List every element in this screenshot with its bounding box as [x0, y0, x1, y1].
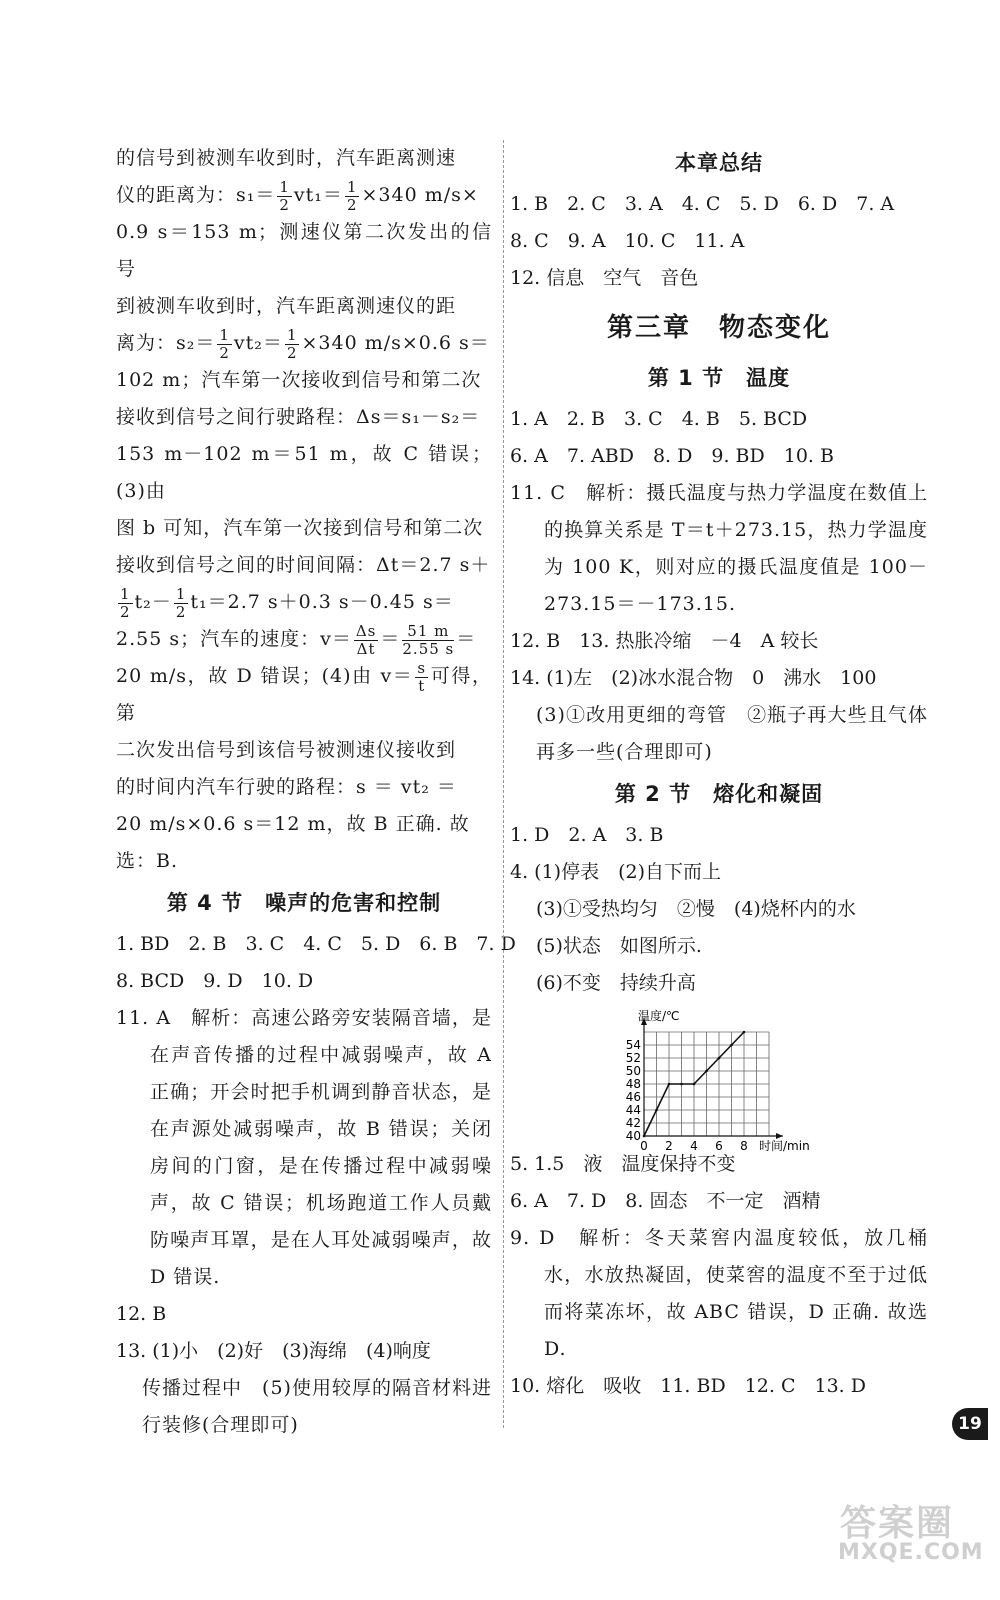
solution-paragraph: 的信号到被测车收到时，汽车距离测速 仪的距离为：s₁＝ $\frac{1}{2}$ vt₁＝ $\frac{1}{2}$ ×340 m/s× 0.9 s＝153 m；测速仪第二次发出的信号 到被测车收到时，汽车距离测速仪的距 离为：s₂＝ $\frac{1}{2}$ vt₂＝ $\frac{1}{2}$ ×340 m/s×0.6 s＝ 102 m；汽车第一次接收到信号和第二次 接收到信号之间行驶路程：Δs＝s₁－s₂＝ 153 m－102 m＝51 m，故 C 错误；(3)由 图 b 可知，汽车第一次接到信号和第二次 接收到信号之间的时间间隔：Δt＝2.7 s＋ $\frac{1}{2}$ t₂－ $\frac{1}{2}$ t₁＝2.7 s＋0.3 s－0.45 s＝ 2.55 s；汽车的速度：v＝ $\frac{\Delta s}{\Delta t}$ ＝ $\frac{51 m}{2.55 s}$ ＝ 20 m/s，故 D 错误；(4)由 v＝ $\frac{s}{t}$ 可得，第 二次发出信号到该信号被测速仪接收到 的时间内汽车行驶的路程：s ＝ vt₂ ＝ 20 m/s×0.6 s＝12 m，故 B 正确. 故 选：B.: [116, 147, 492, 872]
x-tick-label: 0: [640, 1139, 648, 1153]
answer-line: 13. (1)小 (2)好 (3)海绵 (4)响度: [116, 1340, 431, 1362]
y-tick-label: 40: [625, 1129, 641, 1143]
page-number: 19: [952, 1408, 988, 1440]
fraction: $\frac{1}{2}$: [175, 584, 187, 621]
temperature-time-chart: [610, 1006, 840, 1153]
y-tick-label: 48: [625, 1077, 641, 1091]
section-title: 第 4 节 噪声的危害和控制: [166, 891, 442, 915]
answer-line: 8. C 9. A 10. C 11. A: [510, 230, 745, 252]
data-point: [743, 1031, 746, 1034]
answer-line: 5. 1.5 液 温度保持不变: [510, 1153, 736, 1175]
answer-line: (6)不变 持续升高: [536, 972, 696, 994]
answer-line: 12. B 13. 热胀冷缩 －4 A 较长: [510, 630, 819, 652]
answer-explanation: 11. C 解析：摄氏温度与热力学温度在数值上的换算关系是 T＝t＋273.15，热力学温度为 100 K，则对应的摄氏温度值是 100－273.15＝－173.15.: [510, 482, 928, 615]
fraction: $\frac{51 m}{2.55 s}$: [402, 621, 455, 658]
answer-line: 12. 信息 空气 音色: [510, 267, 699, 289]
fraction: $\frac{1}{2}$: [279, 177, 290, 214]
data-point: [705, 1070, 708, 1073]
y-tick-label: 52: [625, 1051, 641, 1065]
answer-line: 8. BCD 9. D 10. D: [116, 970, 314, 992]
x-tick-label: 2: [665, 1139, 673, 1153]
y-tick-label: 54: [625, 1038, 641, 1052]
y-tick-label: 50: [625, 1064, 641, 1078]
fraction: $\frac{s}{t}$: [417, 658, 427, 695]
answer-line: 1. A 2. B 3. C 4. B 5. BCD: [510, 408, 808, 430]
answer-line: (3)①受热均匀 ②慢 (4)烧杯内的水: [536, 898, 856, 920]
answer-line: 传播过程中 (5)使用较厚的隔音材料进行装修(合理即可): [142, 1377, 492, 1436]
right-column: [510, 140, 936, 1405]
answer-line: 1. BD 2. B 3. C 4. C 5. D 6. B 7. D: [116, 933, 516, 955]
left-column: [116, 140, 516, 1444]
watermark-url: MXQE.COM: [838, 1540, 984, 1565]
data-point: [643, 1135, 646, 1138]
x-tick-label: 4: [690, 1139, 698, 1153]
chapter-title: 第三章 物态变化: [606, 313, 831, 343]
answer-line: (5)状态 如图所示.: [536, 935, 702, 957]
section-title: 第 1 节 温度: [647, 366, 791, 390]
data-point: [693, 1083, 696, 1086]
answer-explanation: 9. D 解析：冬天菜窖内温度较低，放几桶水，水放热凝固，使菜窖的温度不至于过低而将菜冻坏，故 ABC 错误，D 正确. 故选 D.: [510, 1227, 936, 1360]
answer-line: 12. B: [116, 1303, 167, 1325]
watermark-logo: 答案圈: [840, 1503, 955, 1544]
answer-line: 1. D 2. A 3. B: [510, 824, 664, 846]
y-tick-label: 46: [625, 1090, 641, 1104]
fraction: $\frac{1}{2}$: [120, 584, 131, 621]
y-tick-label: 42: [625, 1116, 641, 1130]
fraction: $\frac{\Delta s}{\Delta t}$: [355, 621, 377, 658]
data-point: [655, 1109, 658, 1112]
section-title: 第 2 节 熔化和凝固: [614, 782, 824, 806]
fraction: $\frac{1}{2}$: [286, 325, 298, 362]
x-axis-label: 时间/min: [759, 1139, 810, 1153]
data-point: [668, 1083, 671, 1086]
data-point: [718, 1057, 721, 1060]
answer-line: 6. A 7. ABD 8. D 9. BD 10. B: [510, 445, 834, 467]
answer-explanation: 11. A 解析：高速公路旁安装隔音墙，是在声音传播的过程中减弱噪声，故 A 正确；开会时把手机调到静音状态，是在声源处减弱噪声，故 B 错误；关闭房间的门窗，是在传播过程中减弱噪声，故 C 错误；机场跑道工作人员戴防噪声耳罩，是在人耳处减弱噪声，故 D 错误.: [116, 1007, 500, 1288]
data-point: [730, 1044, 733, 1047]
column-divider: [503, 140, 504, 1428]
section-title: 本章总结: [675, 151, 763, 175]
answer-line: 6. A 7. D 8. 固态 不一定 酒精: [510, 1190, 821, 1212]
x-tick-label: 8: [740, 1139, 748, 1153]
answer-line: (3)①改用更细的弯管 ②瓶子再大些且气体再多一些(合理即可): [536, 704, 928, 763]
answer-line: 14. (1)左 (2)冰水混合物 0 沸水 100: [510, 667, 877, 689]
answer-line: 10. 熔化 吸收 11. BD 12. C 13. D: [510, 1375, 866, 1397]
data-point: [680, 1083, 683, 1086]
y-tick-label: 44: [625, 1103, 641, 1117]
y-axis-label: 温度/℃: [638, 1009, 680, 1023]
fraction: $\frac{1}{2}$: [219, 325, 230, 362]
fraction: $\frac{1}{2}$: [346, 177, 358, 214]
answer-line: 4. (1)停表 (2)自下而上: [510, 861, 721, 883]
answer-line: 1. B 2. C 3. A 4. C 5. D 6. D 7. A: [510, 193, 895, 215]
x-tick-label: 6: [715, 1139, 723, 1153]
